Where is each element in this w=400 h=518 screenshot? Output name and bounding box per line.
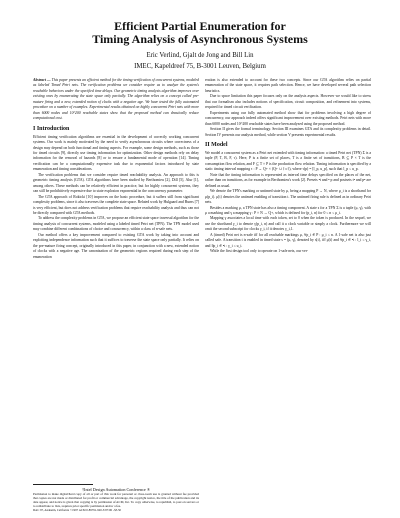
intro-paragraph: Due to space limitation this paper focuses only on the analysis aspects. However we would like to stress that our formalism also includes notions of specification, circuit composition, and refinement into systems, required for timed circuit verification. — [205, 94, 371, 110]
model-paragraph: Note that the timing information is represented as interval time delays specified on the places of the net, rather than on transitions, as for example in Berthomieu's work [2]. Presets •t and • p and postsets t• and p• are defined as usual. — [205, 172, 371, 188]
paper-title-line2: Timing Analysis of Asynchronous Systems — [92, 32, 308, 46]
intro-paragraph: Efficient timing verification algorithms are essential in the development of correctly working concurrent systems. Our work is mainly motivated by the need to verify asynchronous circuits where correctness of a design may depend on both functional and timing aspects. For example, some design methods, such as those for timed circuits [9], directly use timing information for optimization. Other design methods rely on delay information for the removal of hazards [8] or to ensure a fundamental mode of operation [14]. Timing verification can be a computationally expensive task due to exponential factors introduced by state enumeration and timing considerations. — [33, 134, 199, 172]
intro-paragraph: Experiments using our fully automated method show that for problems involving a high degree of concurrency, our approach indeed offers significant improvement over existing methods. Petri nets with more than 6000 nodes and 10^200 reachable states have been analyzed using the proposed method. — [205, 110, 371, 126]
model-paragraph: While the first design tool only to operate on 1-safe nets, our ver- — [210, 249, 309, 254]
model-paragraph: We denote the TPN's marking or untimed state by μ, being a mapping P → N, where μ_i is a shorthand for μ(p_i). μ[t⟩ denotes the untimed enabling of transition t. The untimed firing rule is defined as in ordinary Petri nets. — [205, 189, 371, 205]
left-column — [33, 78, 199, 481]
abstract — [33, 78, 199, 122]
footer-funding: †Intel Design Automation Conference ® — [81, 486, 151, 492]
intro-paragraph: eration is also extended to account for these two concepts. Since our GTA algorithm relies on partial enumeration of the state space, it requires path selection. Hence, we have developed several path selection heuristics. — [205, 78, 371, 93]
section-heading-model: II Model — [205, 141, 228, 148]
model-paragraph: We model a concurrent system as a Petri net extended with timing information: a timed Petri net (TPN) Σ is a tuple (P, T, B, F, τ). Here, P is a finite set of places, T is a finite set of transitions, B ⊆ P × T is the consumption flow relation, and F ⊆ T × P is the production flow relation. Timing information is specified by a static timing interval mapping τ : P → Q+ × (Q+ ∪ {∞}), where τ(p) = [l_p, u_p], such that l_p ≤ u_p. — [205, 150, 371, 172]
footer-rule — [33, 484, 93, 485]
paper-title — [0, 20, 400, 46]
right-column — [205, 78, 371, 491]
intro-paragraph: Section II gives the formal terminology. Section III examines GTA and its complexity problems in detail. Section IV presents our analysis method, while section V presents experimental results. — [205, 127, 371, 137]
model-paragraph: Mapping γ associates a local time with each token, set to 0 when the token is produced. In the sequel, we use the shorthand γ_i to denote γ(p_i, n) and call it a clock variable or simply a clock. Furthermore we will omit the second subscript for clocks γ_i, if it denotes γ_i,1. — [205, 216, 371, 232]
model-paragraph: Besides a marking μ, a TPN state has also a timing component. A state s for a TPN Σ is a tuple (μ, γ), with μ a marking and γ a mapping γ : P × N → Q+, which is defined for (p_i, n) for 0 ≤ n ≤ μ_i. — [205, 205, 371, 215]
page-footer — [33, 484, 199, 512]
paper-title-line1: Efficient Partial Enumeration for — [114, 19, 286, 33]
paper-affiliation: IMEC, Kapeldreef 75, B-3001 Leuven, Belgium — [134, 63, 266, 70]
intro-paragraph: To address the complexity problems in GTA, we propose an efficient state space traversal algorithm for the timing analysis of concurrent systems, modeled using a labeled timed Petri net (TPN). The TPN model used may combine different combinations of choice and concurrency, within a class of n-safe nets. — [33, 216, 199, 232]
abstract-text: This paper presents an efficient method for the timing verification of concurrent systems, modeled as labeled Timed Petri nets. The verification problems we consider require us to analyze the system's reachable behaviors under the specified time delays. Our geometric timing analysis algorithm improves over existing ones by enumerating the state space only partially. The algorithm relies on a concept called pre-mature firing and a new, extended notion of clocks with a negative age. We have tested the fully automated procedure on a number of examples. Experimental results obtained on highly concurrent Petri nets with more than 6000 nodes and 10^200 reachable states show that the proposed method can drastically reduce computational cost. — [33, 78, 199, 121]
model-paragraph: A (timed) Petri net is n-safe iff for all reachable markings μ, ∀p_i ∈ P : μ_i ≤ n. A 1-safe net is also just called safe. A transition t is enabled in timed state s = (μ, γ), denoted by s[t⟩, iff μ[t⟩ and ∀p_i ∈ •t : l_i ≤ γ_i, and ∃p_i ∈ •t : γ_i ≤ u_i. — [205, 232, 371, 248]
section-heading-introduction: I Introduction — [33, 125, 70, 132]
abstract-label: Abstract — — [33, 78, 51, 82]
intro-paragraph: The GTA approach of Rokicki [10] improves on the basic procedure, but it suffers still from significant complexity problems, since it also traverses the complete state space. Related work by Hulgaard and Burns [7] is very efficient, but does not address verification problems that require reachability analysis and thus can not be directly compared with GTA methods. — [33, 194, 199, 215]
intro-paragraph: The verification problems that we consider require timed reachability analysis. An approach to this is geometric timing analysis (GTA). GTA algorithms have been studied by Berthomieu [2], Dill [5], Alur [1], among others. These methods can be relatively efficient in practice, but for highly concurrent systems, they can still be prohibitively expensive due to state explosion exponential in the concurrency parameter. — [33, 172, 199, 194]
paper-authors: Eric Verlind, Gjalt de Jong and Bill Lin — [146, 52, 254, 59]
footer-conference: DAC 97, Anaheim, California ©1997 ACM 0-89791-920-3/97/06 ..$3.50 — [33, 507, 121, 512]
intro-paragraph: Our method offers a key improvement compared to existing GTA work by taking into account and exploiting independence information such that it suffices to traverse the state space only partially. It relies on the pre-mature firing concept, originally introduced in this paper, in conjunction with a new, extended notion of clocks with a negative age. The canonization of the geometric regions required during each step of the enumeration — [33, 232, 199, 259]
footer-permission: Permission to make digital/hard copy of all or part of this work for personal or class-room use is granted without fee provided that copies are not made or distributed for profit or commercial advantage, the copyright notice, the title of the publication and its date appear, and notice is given that copying is by permission of ACM, Inc. To copy otherwise, to republish, to post on servers or to redistribute to lists, requires prior specific permission and/or a fee. — [33, 491, 199, 508]
